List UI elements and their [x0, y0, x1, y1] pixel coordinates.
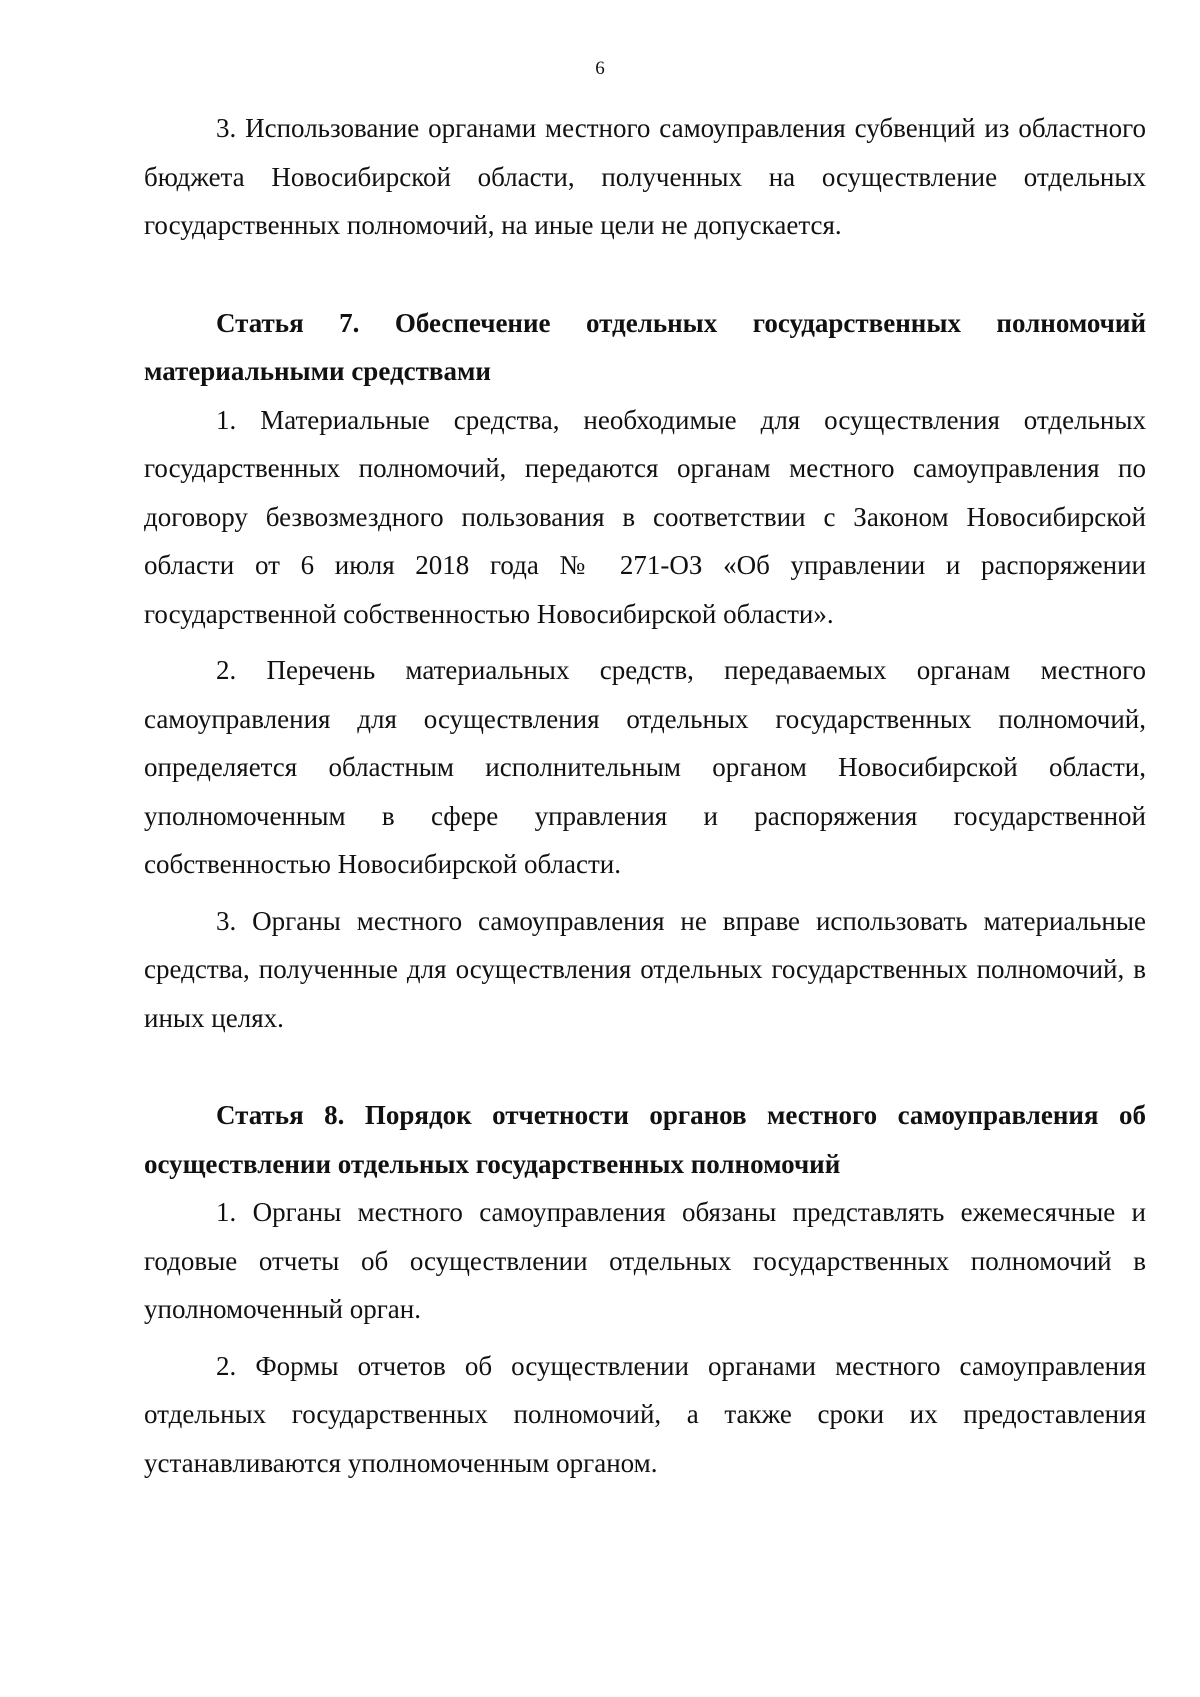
paragraph-7-2: 2. Перечень материальных средств, передаваемых органам местного самоуправления для осуществления отдельных государственных полномочий, определяется областным исполнительным органом Новосибирской области, уполномоченным в сфере управления и распоряжения государственной собственностью Новосибирской области.: [144, 655, 1146, 879]
paragraph-7-1: 1. Материальные средства, необходимые для осуществления отдельных государственных полномочий, передаются органам местного самоуправления по договору безвозмездного пользования в соответствии с Законом Новосибирской области от 6 июля 2018 года № 271-ОЗ «Об управлении и распоряжении государственной собственностью Новосибирской области».: [144, 404, 1146, 629]
article-8-heading: Статья 8. Порядок отчетности органов местного самоуправления об осуществлении отдельных государственных полномочий: [144, 1100, 1146, 1179]
document-body: [144, 104, 1146, 1487]
paragraph-7-3: 3. Органы местного самоуправления не вправе использовать материальные средства, полученные для осуществления отдельных государственных полномочий, в иных целях.: [144, 905, 1146, 1033]
page-number: 6: [595, 58, 605, 79]
paragraph-6-3: 3. Использование органами местного самоуправления субвенций из областного бюджета Новосибирской области, полученных на осуществление отдельных государственных полномочий, на иные цели не допускается.: [144, 113, 1146, 240]
article-7-heading: Статья 7. Обеспечение отдельных государственных полномочий материальными средствами: [144, 307, 1146, 386]
paragraph-8-2: 2. Формы отчетов об осуществлении органами местного самоуправления отдельных государственных полномочий, а также сроки их предоставления устанавливаются уполномоченным органом.: [144, 1350, 1146, 1478]
paragraph-8-1: 1. Органы местного самоуправления обязаны представлять ежемесячные и годовые отчеты об осуществлении отдельных государственных полномочий в уполномоченный орган.: [144, 1197, 1146, 1324]
